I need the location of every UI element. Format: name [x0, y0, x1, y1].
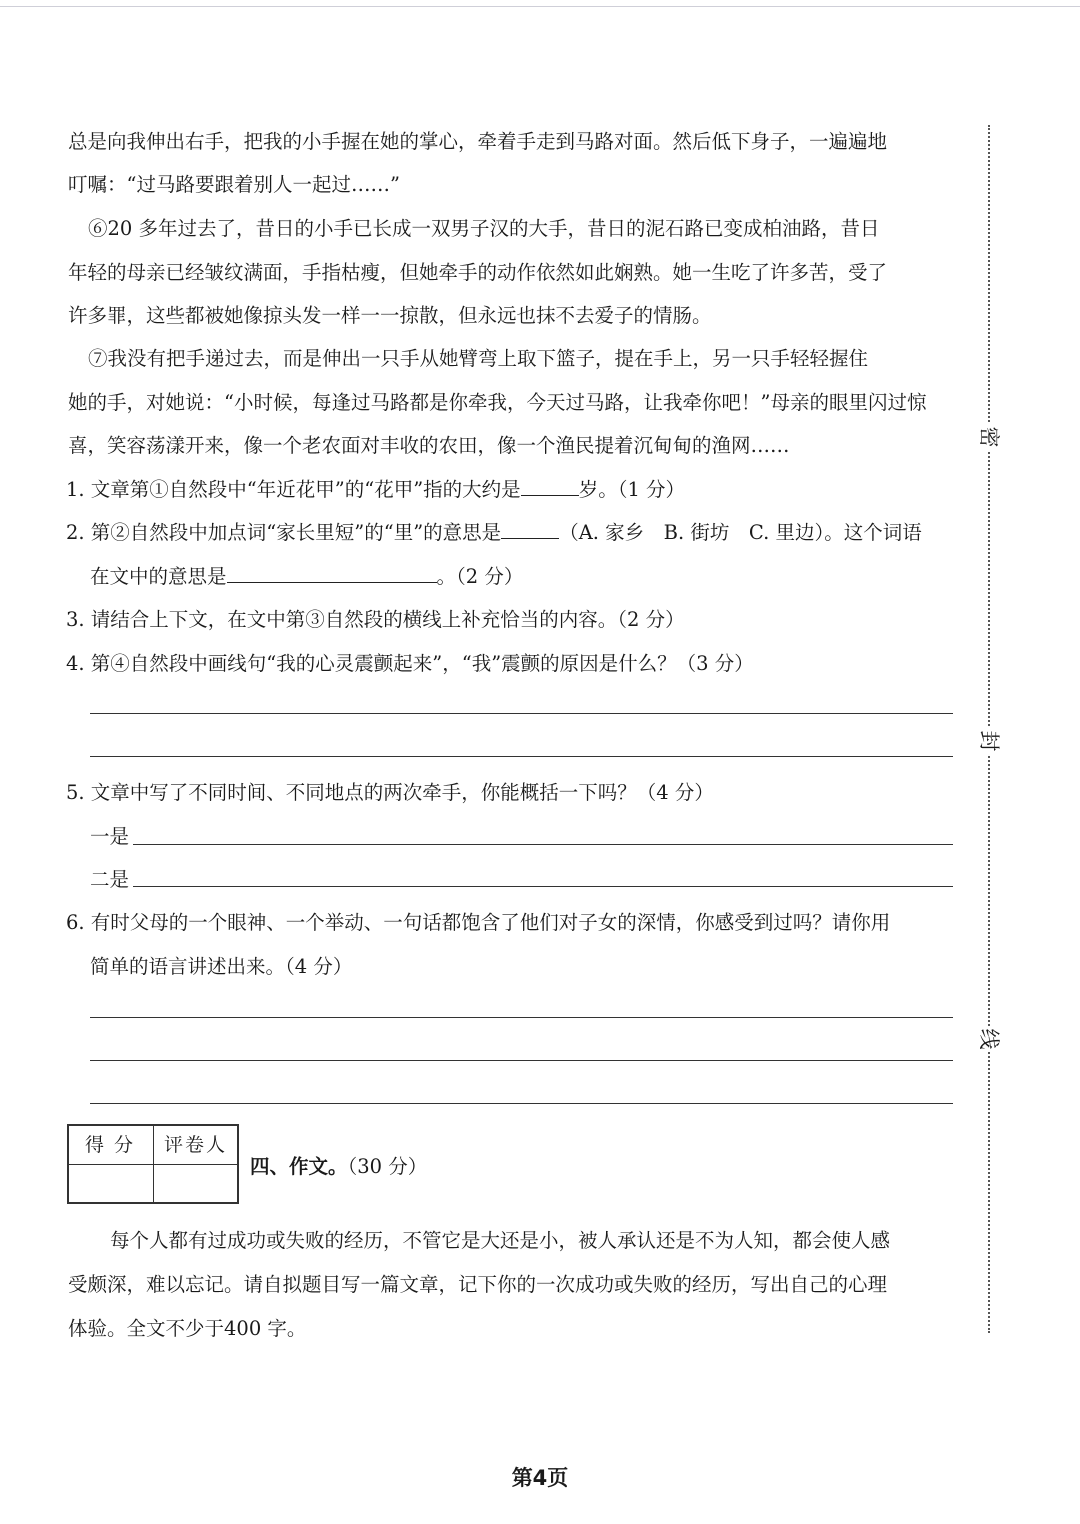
passage-line: 年轻的母亲已经皱纹满面，手指枯瘦，但她牵手的动作依然如此娴熟。她一生吃了许多苦，受了 [68, 261, 888, 284]
score-box [67, 1124, 239, 1204]
question-3: 3. 请结合上下文，在文中第③自然段的横线上补充恰当的内容。（2 分） [66, 608, 685, 631]
grader-label: 评卷人 [164, 1134, 228, 1156]
question-1 [66, 474, 685, 502]
answer-line-q4-2[interactable] [90, 756, 953, 757]
question-6: 6. 有时父母的一个眼神、一个举动、一句话都饱含了他们对子女的深情，你感受到过吗？请你用 [66, 911, 891, 934]
question-4: 4. 第④自然段中画线句“我的心灵震颤起来”，“我”震颤的原因是什么？（3 分） [66, 652, 754, 675]
section-4-heading [250, 1151, 427, 1179]
question-2-text: 2. 第②自然段中加点词“家长里短”的“里”的意思是 [66, 521, 502, 544]
passage-line: 总是向我伸出右手，把我的小手握在她的掌心，牵着手走到马路对面。然后低下身子，一遍遍地 [68, 130, 888, 153]
answer-line-q6-3[interactable] [90, 1103, 953, 1104]
seal-char-feng: 封 [974, 728, 1004, 754]
question-1-suffix: 岁。（1 分） [578, 478, 686, 501]
passage-line: 许多罪，这些都被她像掠头发一样一一掠散，但永远也抹不去爱子的情肠。 [68, 304, 712, 327]
seal-char-mi: 密 [974, 424, 1004, 450]
answer-line-q5-b[interactable] [133, 886, 953, 887]
section-4-points: （30 分） [347, 1155, 428, 1178]
seal-char-xian: 线 [974, 1026, 1004, 1052]
grader-input-cell[interactable] [154, 1165, 237, 1202]
question-2-points: 。（2 分） [436, 565, 524, 588]
passage-line: 叮嘱：“过马路要跟着别人一起过……” [68, 173, 400, 196]
question-2-options: （A. 家乡 B. 街坊 C. 里边）。这个词语 [559, 521, 922, 544]
passage-line: ⑥20 多年过去了，昔日的小手已长成一双男子汉的大手，昔日的泥石路已变成柏油路，昔日 [88, 217, 880, 240]
question-2-choice-blank[interactable] [501, 520, 559, 539]
question-1-answer-blank[interactable] [521, 477, 579, 496]
essay-prompt-line: 每个人都有过成功或失败的经历，不管它是大还是小，被人承认还是不为人知，都会使人感 [110, 1229, 891, 1252]
section-4-title: 四、作文。 [250, 1155, 348, 1178]
question-2-meaning-blank[interactable] [227, 564, 437, 583]
answer-line-q5-a[interactable] [133, 844, 953, 845]
essay-prompt-line: 体验。全文不少于400 字。 [68, 1317, 307, 1340]
question-2-line2-text: 在文中的意思是 [90, 565, 227, 588]
score-label: 得 分 [85, 1134, 136, 1156]
top-border-rule [0, 6, 1080, 7]
answer-line-q6-2[interactable] [90, 1060, 953, 1061]
question-5: 5. 文章中写了不同时间、不同地点的两次牵手，你能概括一下吗？（4 分） [66, 781, 714, 804]
score-input-cell[interactable] [69, 1165, 153, 1202]
question-5-label-b: 二是 [90, 868, 130, 891]
answer-line-q4-1[interactable] [90, 713, 953, 714]
question-2 [66, 517, 922, 545]
question-1-text: 1. 文章第①自然段中“年近花甲”的“花甲”指的大约是 [66, 478, 521, 501]
passage-line: 喜，笑容荡漾开来，像一个老农面对丰收的农田，像一个渔民提着沉甸甸的渔网…… [68, 434, 790, 457]
question-5-label-a: 一是 [90, 825, 130, 848]
passage-line: ⑦我没有把手递过去，而是伸出一只手从她臂弯上取下篮子，提在手上，另一只手轻轻握住 [88, 347, 869, 370]
answer-line-q6-1[interactable] [90, 1017, 953, 1018]
question-6-line-2: 简单的语言讲述出来。（4 分） [90, 955, 353, 978]
question-2-line-2 [90, 561, 523, 589]
page-number: 第4页 [511, 1466, 569, 1490]
passage-line: 她的手，对她说：“小时候，每逢过马路都是你牵我，今天过马路，让我牵你吧！”母亲的眼里闪过惊 [68, 391, 927, 414]
essay-prompt-line: 受颇深，难以忘记。请自拟题目写一篇文章，记下你的一次成功或失败的经历，写出自己的心理 [68, 1273, 888, 1296]
